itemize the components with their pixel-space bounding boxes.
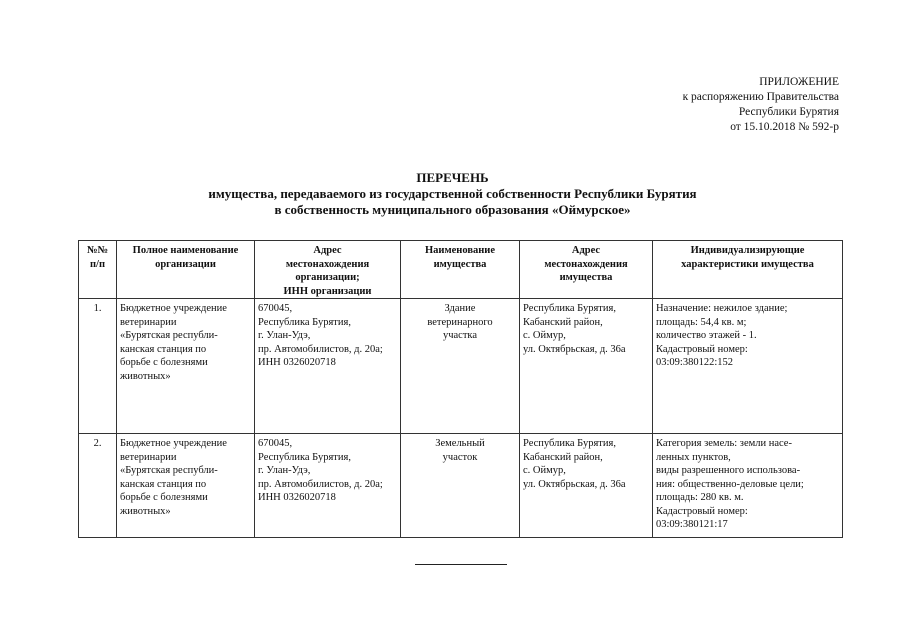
text-line: Кадастровый номер: — [656, 505, 748, 517]
text-line: ния: общественно-деловые цели; — [656, 478, 804, 490]
text-line: животных» — [120, 505, 171, 517]
text-line: количество этажей - 1. — [656, 330, 757, 341]
cell-property-name — [401, 299, 520, 434]
text-line: Кабанский район, — [523, 451, 603, 463]
document-title — [0, 170, 905, 218]
cell-property-address — [520, 299, 653, 434]
text-line: канская станция по — [120, 478, 207, 490]
text-line: Кабанский район, — [523, 316, 603, 328]
cell-num: 2. — [79, 434, 117, 538]
table-row — [79, 299, 843, 434]
text-line: ленных пунктов, — [656, 451, 731, 463]
cell-property-address — [520, 434, 653, 538]
title-subheading: имущества, передаваемого из государственной собственности Республики Бурятия — [208, 186, 697, 201]
header-org-address — [255, 241, 401, 299]
text-line: 03:09:380121:17 — [656, 519, 728, 530]
appendix-government: Республики Бурятия — [738, 106, 839, 118]
appendix-title: ПРИЛОЖЕНИЕ — [759, 76, 839, 88]
text-line: Категория земель: земли насе- — [656, 438, 792, 449]
text-line: «Бурятская республи- — [120, 465, 218, 476]
text-line: пр. Автомобилистов, д. 20а; — [258, 478, 383, 490]
text-line: ул. Октябрьская, д. 36а — [523, 478, 626, 490]
header-characteristics: Индивидуализирующие характеристики имущества — [653, 241, 843, 299]
text-line: имущества — [559, 272, 613, 283]
title-heading: ПЕРЕЧЕНЬ — [416, 170, 489, 185]
cell-num: 1. — [79, 299, 117, 434]
text-line: Бюджетное учреждение — [120, 303, 227, 314]
text-line: местонахождения — [544, 258, 628, 270]
cell-org-address — [255, 299, 401, 434]
text-line: Назначение: нежилое здание; — [656, 303, 788, 314]
text-line: Республика Бурятия, — [523, 438, 616, 449]
appendix-order-ref: к распоряжению Правительства — [682, 91, 839, 103]
text-line: животных» — [120, 370, 171, 382]
text-line: Кадастровый номер: — [656, 343, 748, 355]
text-line: участок — [442, 451, 478, 463]
text-line: Бюджетное учреждение — [120, 438, 227, 449]
cell-characteristics — [653, 434, 843, 538]
text-line: площадь: 280 кв. м. — [656, 492, 744, 503]
text-line: г. Улан-Удэ, — [258, 330, 311, 341]
text-line: 670045, — [258, 303, 293, 314]
header-property-address — [520, 241, 653, 299]
text-line: г. Улан-Удэ, — [258, 465, 311, 476]
cell-org-address — [255, 434, 401, 538]
text-line: Земельный — [435, 438, 485, 449]
text-line: 03:09:380122:152 — [656, 357, 734, 368]
cell-org-name — [117, 434, 255, 538]
appendix-date-number: от 15.10.2018 № 592-р — [730, 121, 839, 133]
cell-org-name — [117, 299, 255, 434]
text-line: виды разрешенного использова- — [656, 465, 801, 476]
table-header-row — [79, 241, 843, 299]
text-line: ветеринарии — [120, 451, 177, 463]
text-line: ветеринарного — [427, 316, 493, 328]
header-property-name: Наименование имущества — [401, 241, 520, 299]
text-line: ул. Октябрьская, д. 36а — [523, 343, 626, 355]
text-line: ИНН организации — [283, 285, 372, 297]
text-line: Республика Бурятия, — [258, 451, 351, 463]
closing-rule — [415, 564, 507, 565]
text-line: с. Оймур, — [523, 465, 566, 476]
text-line: участка — [442, 330, 478, 341]
text-line: Здание — [444, 303, 476, 314]
table-row — [79, 434, 843, 538]
text-line: ИНН 0326020718 — [258, 492, 336, 503]
text-line: «Бурятская республи- — [120, 330, 218, 341]
property-table — [78, 240, 843, 538]
appendix-block — [683, 75, 839, 135]
text-line: пр. Автомобилистов, д. 20а; — [258, 343, 383, 355]
header-org-name: Полное наименование организации — [117, 241, 255, 299]
title-subheading-2: в собственность муниципального образования «Оймурское» — [274, 202, 631, 217]
text-line: местонахождения — [285, 258, 370, 270]
text-line: организации; — [295, 272, 360, 283]
text-line: ветеринарии — [120, 316, 177, 328]
text-line: Адрес — [313, 245, 342, 256]
cell-characteristics — [653, 299, 843, 434]
header-num: №№ п/п — [79, 241, 117, 299]
text-line: Адрес — [571, 245, 601, 256]
text-line: Республика Бурятия, — [523, 303, 616, 314]
text-line: ИНН 0326020718 — [258, 357, 336, 368]
text-line: канская станция по — [120, 343, 207, 355]
text-line: борьбе с болезнями — [120, 492, 208, 503]
text-line: Республика Бурятия, — [258, 316, 351, 328]
cell-property-name — [401, 434, 520, 538]
text-line: площадь: 54,4 кв. м; — [656, 316, 747, 328]
text-line: 670045, — [258, 438, 293, 449]
text-line: борьбе с болезнями — [120, 357, 208, 368]
text-line: с. Оймур, — [523, 330, 566, 341]
